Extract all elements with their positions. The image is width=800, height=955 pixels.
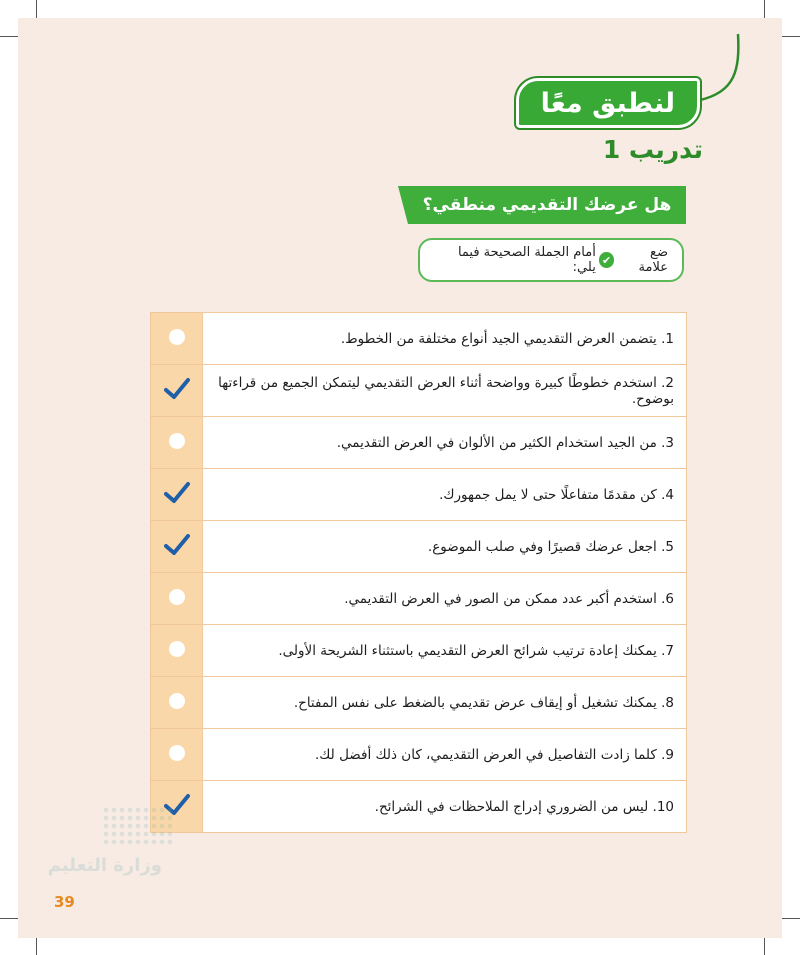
statement-text: 4. كن مقدمًا متفاعلًا حتى لا يمل جمهورك. <box>203 469 687 521</box>
answer-cell[interactable] <box>151 729 203 781</box>
answer-cell[interactable] <box>151 521 203 573</box>
statement-text: 10. ليس من الضروري إدراج الملاحظات في الشرائح. <box>203 781 687 833</box>
statements-table <box>150 312 687 833</box>
watermark-dots-icon <box>102 806 172 846</box>
empty-circle-icon <box>169 589 185 605</box>
exercise-subtitle: تدريب 1 <box>602 135 703 164</box>
empty-circle-icon <box>169 329 185 345</box>
checkmark-icon <box>163 377 191 401</box>
checkmark-icon <box>163 481 191 505</box>
table-row <box>151 625 687 677</box>
statement-text: 5. اجعل عرضك قصيرًا وفي صلب الموضوع. <box>203 521 687 573</box>
answer-cell[interactable] <box>151 677 203 729</box>
answer-cell[interactable] <box>151 313 203 365</box>
instruction-text-after: أمام الجملة الصحيحة فيما يلي: <box>457 245 596 275</box>
answer-cell[interactable] <box>151 625 203 677</box>
banner-title: لنطبق معًا <box>516 78 700 128</box>
page-number: 39 <box>54 893 75 911</box>
crop-mark <box>36 0 37 18</box>
table-row <box>151 729 687 781</box>
table-row <box>151 781 687 833</box>
statement-text: 2. استخدم خطوطًا كبيرة وواضحة أثناء العرض التقديمي ليتمكن الجميع من قراءتها بوضوح. <box>203 365 687 417</box>
crop-mark <box>782 36 800 37</box>
table-row <box>151 573 687 625</box>
empty-circle-icon <box>169 433 185 449</box>
answer-cell[interactable] <box>151 365 203 417</box>
crop-mark <box>764 937 765 955</box>
instruction-box <box>418 238 684 282</box>
checkmark-icon <box>163 533 191 557</box>
answer-cell[interactable] <box>151 573 203 625</box>
crop-mark <box>0 36 18 37</box>
check-circle-icon: ✔ <box>599 252 615 268</box>
statement-text: 6. استخدم أكبر عدد ممكن من الصور في العرض التقديمي. <box>203 573 687 625</box>
statement-text: 3. من الجيد استخدام الكثير من الألوان في العرض التقديمي. <box>203 417 687 469</box>
statement-text: 7. يمكنك إعادة ترتيب شرائح العرض التقديمي باستثناء الشريحة الأولى. <box>203 625 687 677</box>
table-row <box>151 677 687 729</box>
crop-mark <box>782 918 800 919</box>
table-row <box>151 417 687 469</box>
statement-text: 9. كلما زادت التفاصيل في العرض التقديمي، كان ذلك أفضل لك. <box>203 729 687 781</box>
statement-text: 8. يمكنك تشغيل أو إيقاف عرض تقديمي بالضغط على نفس المفتاح. <box>203 677 687 729</box>
crop-mark <box>36 937 37 955</box>
crop-mark <box>0 918 18 919</box>
table-row <box>151 521 687 573</box>
table-row <box>151 313 687 365</box>
empty-circle-icon <box>169 641 185 657</box>
statement-text: 1. يتضمن العرض التقديمي الجيد أنواع مختلفة من الخطوط. <box>203 313 687 365</box>
answer-cell[interactable] <box>151 469 203 521</box>
empty-circle-icon <box>169 693 185 709</box>
crop-mark <box>764 0 765 18</box>
answer-cell[interactable] <box>151 417 203 469</box>
table-row <box>151 469 687 521</box>
empty-circle-icon <box>169 745 185 761</box>
question-title: هل عرضك التقديمي منطقي؟ <box>408 186 686 224</box>
instruction-text-before: ضع علامة <box>638 245 668 275</box>
watermark-text: وزارة التعليم <box>47 855 162 876</box>
table-row <box>151 365 687 417</box>
